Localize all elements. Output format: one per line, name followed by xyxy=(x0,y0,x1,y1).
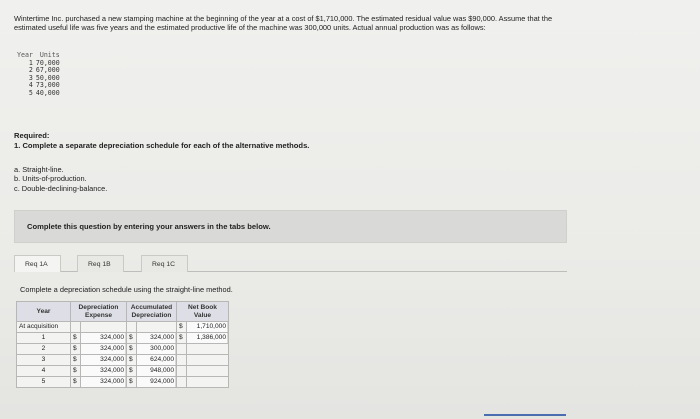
tab-req-1b[interactable]: Req 1B xyxy=(77,255,124,272)
year-label: 2 xyxy=(17,344,71,355)
table-row xyxy=(17,344,229,355)
currency-symbol: $ xyxy=(127,355,137,366)
table-row xyxy=(17,322,229,333)
units-value: 50,000 xyxy=(35,73,60,82)
empty-cell xyxy=(177,344,187,355)
nbv-input[interactable]: 1,710,000 xyxy=(187,322,229,333)
year-label: 5 xyxy=(17,377,71,388)
header-year: Year xyxy=(17,302,71,322)
units-row xyxy=(17,90,63,98)
nbv-input[interactable]: 1,386,000 xyxy=(187,333,229,344)
currency-symbol: $ xyxy=(71,355,81,366)
currency-symbol: $ xyxy=(71,377,81,388)
required-item: 1. Complete a separate depreciation schedule for each of the alternative methods. xyxy=(14,141,310,150)
empty-cell xyxy=(187,377,229,388)
units-year: 4 xyxy=(28,81,33,90)
units-value: 73,000 xyxy=(35,81,60,90)
method-item: b. Units-of-production. xyxy=(14,174,87,184)
currency-symbol: $ xyxy=(127,344,137,355)
method-item: c. Double-declining-balance. xyxy=(14,183,108,193)
empty-cell xyxy=(81,322,127,333)
tab-instruction: Complete a depreciation schedule using the straight-line method. xyxy=(20,285,233,294)
depreciation-expense-input[interactable]: 324,000 xyxy=(81,344,127,355)
required-heading: Required: xyxy=(14,131,50,140)
accumulated-depreciation-input[interactable]: 624,000 xyxy=(137,355,177,366)
currency-symbol: $ xyxy=(71,333,81,344)
table-row xyxy=(17,355,229,366)
currency-symbol: $ xyxy=(127,377,137,388)
table-row xyxy=(17,333,229,344)
units-header-units: Units xyxy=(39,51,60,59)
header-net-book-value: Net Book Value xyxy=(177,302,229,322)
accumulated-depreciation-input[interactable]: 324,000 xyxy=(137,333,177,344)
tab-bar xyxy=(14,255,567,272)
currency-symbol: $ xyxy=(177,322,187,333)
units-value: 70,000 xyxy=(35,58,60,67)
header-depreciation-expense: Depreciation Expense xyxy=(71,302,127,322)
units-value: 67,000 xyxy=(35,66,60,75)
instruction-banner xyxy=(14,210,567,243)
units-year: 1 xyxy=(28,58,33,67)
empty-cell xyxy=(187,355,229,366)
table-row xyxy=(17,377,229,388)
units-year: 5 xyxy=(28,88,33,97)
currency-symbol: $ xyxy=(127,366,137,377)
table-row xyxy=(17,366,229,377)
currency-symbol: $ xyxy=(127,333,137,344)
header-accumulated-depreciation: Accumulated Depreciation xyxy=(127,302,177,322)
tab-req-1a[interactable]: Req 1A xyxy=(14,255,61,272)
empty-cell xyxy=(137,322,177,333)
year-label: At acquisition xyxy=(17,322,71,333)
instruction-text: Complete this question by entering your answers in the tabs below. xyxy=(27,222,271,231)
accumulated-depreciation-input[interactable]: 924,000 xyxy=(137,377,177,388)
empty-cell xyxy=(177,377,187,388)
problem-statement: Wintertime Inc. purchased a new stamping machine at the beginning of the year at a cost of $1,710,000. The estimated residual value was $90,000. Assume that the estimated useful life was five years and the estimated productive life of the machine was 300,000 units. Actual annual production was as follows: xyxy=(14,14,553,33)
units-year: 3 xyxy=(28,73,33,82)
empty-cell xyxy=(127,322,137,333)
depreciation-expense-input[interactable]: 324,000 xyxy=(81,377,127,388)
year-label: 4 xyxy=(17,366,71,377)
methods-list xyxy=(14,165,107,193)
depreciation-expense-input[interactable]: 324,000 xyxy=(81,333,127,344)
depreciation-expense-input[interactable]: 324,000 xyxy=(81,366,127,377)
empty-cell xyxy=(71,322,81,333)
units-header-year: Year xyxy=(17,51,33,59)
depreciation-schedule-table xyxy=(16,301,229,388)
accumulated-depreciation-input[interactable]: 948,000 xyxy=(137,366,177,377)
units-production-table xyxy=(17,52,63,98)
year-label: 3 xyxy=(17,355,71,366)
year-label: 1 xyxy=(17,333,71,344)
tab-req-1c[interactable]: Req 1C xyxy=(141,255,188,272)
empty-cell xyxy=(187,344,229,355)
units-value: 40,000 xyxy=(35,88,60,97)
currency-symbol: $ xyxy=(71,344,81,355)
depreciation-expense-input[interactable]: 324,000 xyxy=(81,355,127,366)
next-button-underline xyxy=(484,414,566,416)
currency-symbol: $ xyxy=(177,333,187,344)
empty-cell xyxy=(177,355,187,366)
method-item: a. Straight-line. xyxy=(14,165,64,174)
units-year: 2 xyxy=(28,66,33,75)
accumulated-depreciation-input[interactable]: 300,000 xyxy=(137,344,177,355)
empty-cell xyxy=(177,366,187,377)
currency-symbol: $ xyxy=(71,366,81,377)
empty-cell xyxy=(187,366,229,377)
